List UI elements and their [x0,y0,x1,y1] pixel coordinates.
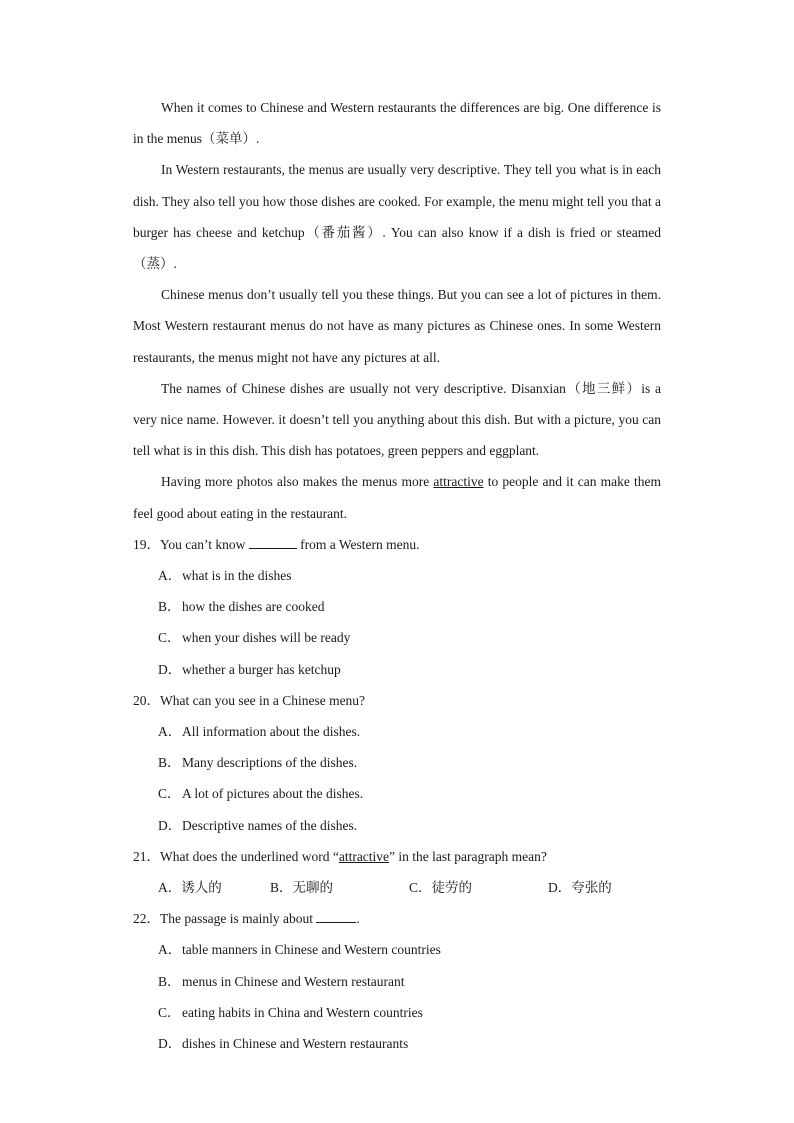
option-text: how the dishes are cooked [182,599,325,615]
answer-blank[interactable] [249,536,297,549]
option-text: 夸张的 [571,880,612,896]
option-text: 诱人的 [181,880,222,896]
option-c[interactable] [409,872,548,903]
option-b[interactable] [133,747,661,778]
option-c[interactable] [133,778,661,809]
option-letter: D． [548,880,572,896]
question-number: 22． [133,911,160,927]
option-b[interactable] [133,591,661,622]
question-20 [133,685,661,716]
answer-blank[interactable] [316,910,356,923]
passage-paragraph-5 [133,466,661,528]
option-text: 无聊的 [292,880,334,896]
passage-paragraph-3: Chinese menus don’t usually tell you these things. But you can see a lot of pictures in them. Most Western restaurant menus do not have as many pictures as Chinese ones. In some Western restaurants, the menus might not have any pictures at all. [133,287,661,365]
question-19 [133,529,661,560]
question-text-after: ” in the last paragraph mean? [389,848,547,864]
passage-paragraph-1 [133,92,661,154]
question-21-options [133,872,661,903]
question-number: 20． [133,692,160,708]
option-letter: D． [158,817,182,833]
option-b[interactable] [270,872,409,903]
exam-page [133,92,661,1059]
question-text-after: . [356,911,360,927]
question-number: 19． [133,536,160,552]
option-letter: C． [158,630,181,646]
option-text: what is in the dishes [182,568,292,584]
option-letter: A． [158,880,182,896]
option-text: when your dishes will be ready [182,630,351,646]
option-text: eating habits in China and Western countries [182,1004,423,1020]
option-letter: D． [158,1036,182,1052]
option-text: Many descriptions of the dishes. [182,755,358,771]
question-text: What can you see in a Chinese menu? [160,692,366,708]
option-d[interactable] [548,872,648,903]
question-number: 21． [133,848,160,864]
question-21 [133,841,661,872]
option-text: menus in Chinese and Western restaurant [182,973,405,989]
option-letter: D． [158,661,182,677]
option-letter: B． [158,755,181,771]
question-text-before: What does the underlined word “ [160,848,339,864]
option-letter: A． [158,942,182,958]
question-text-before: The passage is mainly about [160,911,317,927]
option-letter: C． [158,1004,181,1020]
option-letter: A． [158,568,182,584]
option-text: dishes in Chinese and Western restaurants [182,1036,409,1052]
option-c[interactable] [133,622,661,653]
option-d[interactable] [133,810,661,841]
option-letter: A． [158,724,182,740]
option-a[interactable] [133,560,661,591]
option-text: All information about the dishes. [182,724,361,740]
option-a[interactable] [133,934,661,965]
option-letter: B． [158,973,181,989]
option-a[interactable] [133,716,661,747]
option-text: Descriptive names of the dishes. [182,817,358,833]
option-text: 徒劳的 [431,880,473,896]
option-c[interactable] [133,997,661,1028]
option-letter: C． [409,880,432,896]
question-22 [133,903,661,934]
option-d[interactable] [133,654,661,685]
passage-paragraph-2: In Western restaurants, the menus are usually very descriptive. They tell you what is in each dish. They also tell you how those dishes are cooked. For example, the menu might tell you that a burger has cheese and ketchup（番茄酱）. You can also know if a dish is fried or steamed（蒸）. [133,162,661,272]
question-text-before: You can’t know [160,536,249,552]
passage-paragraph-5-after: to people and it can make them feel good about eating in the restaurant. [133,474,661,521]
underlined-word: attractive [338,848,390,864]
option-letter: B． [158,599,181,615]
option-d[interactable] [133,1028,661,1059]
option-a[interactable] [158,872,270,903]
underlined-word-attractive: attractive [433,474,484,490]
option-text: table manners in Chinese and Western countries [182,942,441,958]
passage-paragraph-5-before: Having more photos also makes the menus more [161,474,434,490]
option-text: A lot of pictures about the dishes. [182,786,364,802]
option-text: whether a burger has ketchup [182,661,341,677]
option-b[interactable] [133,966,661,997]
passage-paragraph-1-text: When it comes to Chinese and Western restaurants the differences are big. One difference is in the menus（菜单）. [133,100,661,147]
passage-paragraph-4: The names of Chinese dishes are usually not very descriptive. Disanxian（地三鲜）is a very nice name. However. it doesn’t tell you anything about this dish. But with a picture, you can tell what is in this dish. This dish has potatoes, green peppers and eggplant. [133,380,661,459]
question-text-after: from a Western menu. [296,536,420,552]
option-letter: C． [158,786,181,802]
option-letter: B． [270,880,293,896]
